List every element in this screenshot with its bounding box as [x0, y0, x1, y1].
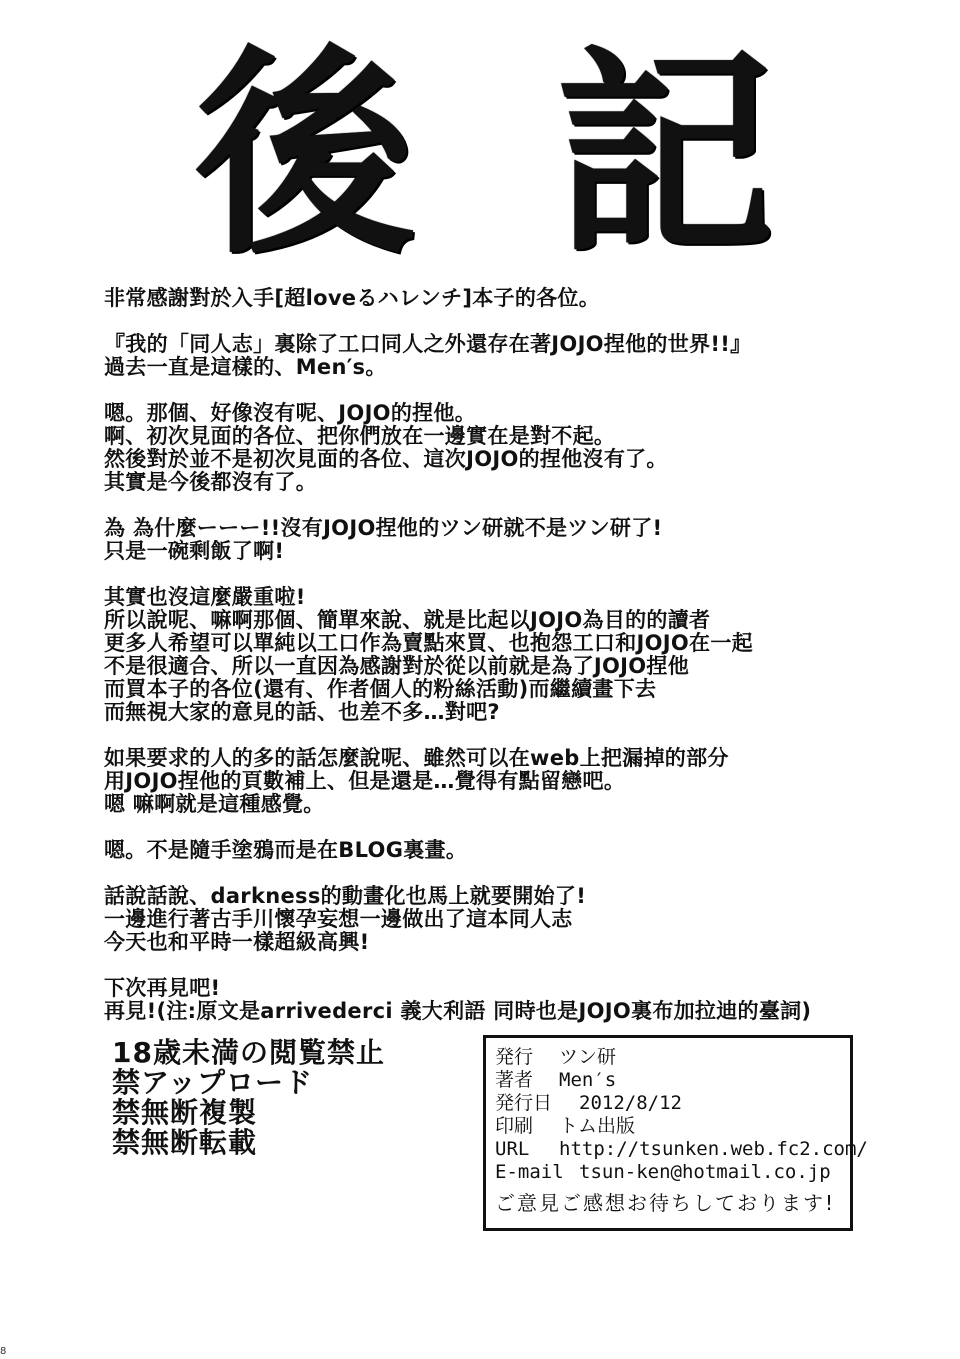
notice-line: 禁無断複製: [112, 1096, 258, 1129]
text-line: 非常感謝對於入手[超loveるハレンチ]本子的各位。: [104, 286, 601, 310]
text-line: 嗯。不是隨手塗鴉而是在BLOG裏畫。: [104, 838, 468, 862]
colophon-value: ツン研: [559, 1046, 617, 1068]
colophon-key: 印刷: [495, 1115, 534, 1137]
text-line: 用JOJO捏他的頁數補上、但是還是…覺得有點留戀吧。: [104, 769, 626, 793]
colophon-row-publisher: [495, 1046, 850, 1069]
colophon-value: トム出版: [559, 1115, 636, 1137]
title-char-1: 後: [195, 27, 416, 283]
text-line: 而無視大家的意見的話、也差不多…對吧?: [104, 700, 500, 724]
text-line: 只是一碗剩飯了啊!: [104, 539, 285, 563]
paragraph: [104, 747, 944, 816]
notice-line: 禁アップロード: [112, 1066, 314, 1099]
text-line: 其實是今後都沒有了。: [104, 470, 317, 494]
text-line: 『我的「同人志」裏除了工口同人之外還存在著JOJO捏他的世界!!』: [104, 332, 752, 356]
restriction-notice: [112, 1038, 472, 1158]
paragraph: [104, 839, 944, 862]
colophon-closing-message: ご意見ご感想お待ちしております!: [495, 1191, 836, 1215]
text-line: 如果要求的人的多的話怎麼說呢、雖然可以在web上把漏掉的部分: [104, 746, 729, 770]
paragraph: [104, 977, 944, 1023]
paragraph: [104, 517, 944, 563]
text-line: 不是很適合、所以一直因為感謝對於從以前就是為了JOJO捏他: [104, 654, 690, 678]
notice-line: 18歳未満の閲覧禁止: [112, 1036, 385, 1069]
colophon-url-link[interactable]: http://tsunken.web.fc2.com/: [559, 1138, 868, 1160]
colophon-key: 発行日: [495, 1092, 553, 1114]
colophon-row-author: [495, 1069, 850, 1092]
colophon-row-date: [495, 1092, 850, 1115]
text-line: 其實也沒這麼嚴重啦!: [104, 585, 306, 609]
text-line: 嗯 嘛啊就是這種感覺。: [104, 792, 325, 816]
text-line: 下次再見吧!: [104, 976, 221, 1000]
text-line: 所以說呢、嘛啊那個、簡單來說、就是比起以JOJO為目的的讀者: [104, 608, 711, 632]
colophon-row-url: [495, 1138, 868, 1161]
colophon-key: 発行: [495, 1046, 534, 1068]
colophon-key: URL: [495, 1138, 530, 1160]
paragraph: [104, 885, 944, 954]
text-line: 一邊進行著古手川懷孕妄想一邊做出了這本同人志: [104, 907, 573, 931]
paragraph: [104, 287, 944, 310]
text-line: 今天也和平時一樣超級高興!: [104, 930, 370, 954]
colophon-key: E-mail: [495, 1161, 564, 1183]
text-line: 再見!(注:原文是arrivederci 義大利語 同時也是JOJO裏布加拉迪的臺詞): [104, 999, 812, 1023]
text-line: 更多人希望可以單純以工口作為賣點來買、也抱怨工口和JOJO在一起: [104, 631, 753, 655]
colophon-key: 著者: [495, 1069, 534, 1091]
paragraph: [104, 333, 944, 379]
afterword-title: [0, 27, 960, 283]
page-number: 8: [0, 1346, 7, 1357]
notice-line: 禁無断転載: [112, 1126, 258, 1159]
colophon-row-printer: [495, 1115, 850, 1138]
colophon-email-link[interactable]: tsun-ken@hotmail.co.jp: [579, 1161, 831, 1183]
colophon-value: 2012/8/12: [579, 1092, 682, 1114]
colophon-row-email: [495, 1161, 850, 1184]
title-char-2: 記: [555, 27, 776, 283]
text-line: 為 為什麼ーーー!!沒有JOJO捏他的ツン研就不是ツン研了!: [104, 516, 663, 540]
colophon-value: Men′s: [559, 1069, 617, 1091]
text-line: 話說話說、darkness的動畫化也馬上就要開始了!: [104, 884, 587, 908]
text-line: 而買本子的各位(還有、作者個人的粉絲活動)而繼續畫下去: [104, 677, 657, 701]
afterword-body: [104, 287, 944, 1046]
paragraph: [104, 586, 944, 724]
text-line: 啊、初次見面的各位、把你們放在一邊實在是對不起。: [104, 424, 616, 448]
text-line: 嗯。那個、好像沒有呢、JOJO的捏他。: [104, 401, 477, 425]
text-line: 過去一直是這樣的、Men′s。: [104, 355, 387, 379]
colophon-box: [483, 1035, 868, 1231]
text-line: 然後對於並不是初次見面的各位、這次JOJO的捏他沒有了。: [104, 447, 668, 471]
paragraph: [104, 402, 944, 494]
